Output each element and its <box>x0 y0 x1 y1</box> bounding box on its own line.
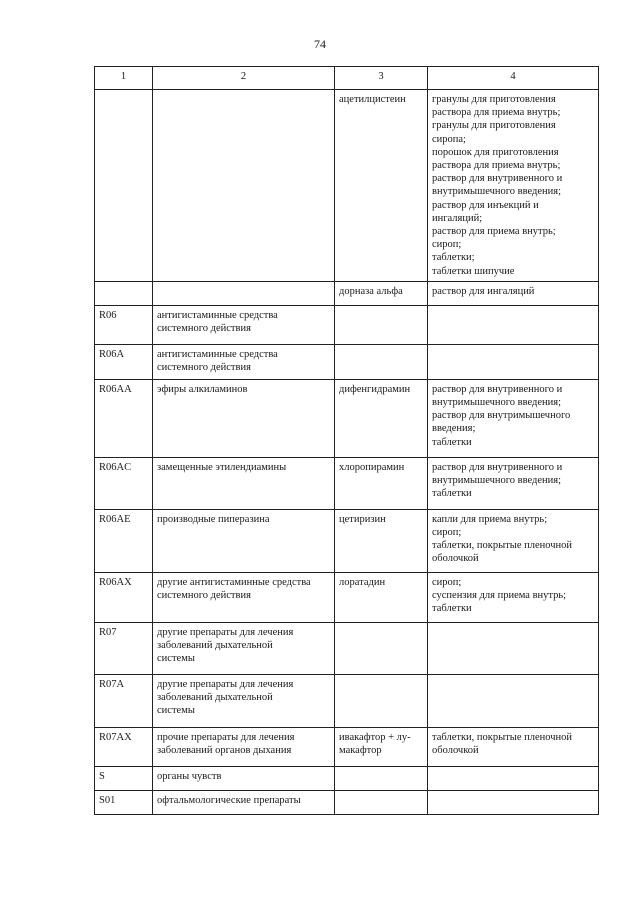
header-col-3: 3 <box>335 67 428 90</box>
atc-code: R06AE <box>95 509 153 572</box>
group-name: эфиры алкиламинов <box>153 379 335 457</box>
dosage-forms: гранулы для приготовления раствора для приема внутрь; гранулы для приготовления сиропа; порошок для приготовления раствора для приема внутрь; раствор для внутривенного и внутримышечного введения; раствор для инъекций и ингаляций; раствор для приема внутрь; сироп; таблетки; таблетки шипучие <box>428 90 599 282</box>
substance-name <box>335 674 428 727</box>
atc-code: R06AC <box>95 457 153 509</box>
substance-name <box>335 344 428 379</box>
substance-name <box>335 305 428 344</box>
substance-name: дорназа альфа <box>335 281 428 305</box>
table-row <box>95 509 599 572</box>
group-name: антигистаминные средства системного действия <box>153 344 335 379</box>
drug-table <box>94 66 599 815</box>
substance-name: ацетилцистеин <box>335 90 428 282</box>
table-header-row <box>95 67 599 90</box>
dosage-forms: раствор для внутривенного и внутримышечного введения; раствор для внутримышечного введения; таблетки <box>428 379 599 457</box>
substance-name: ивакафтор + лу- макафтор <box>335 727 428 766</box>
table-row <box>95 344 599 379</box>
substance-name: цетиризин <box>335 509 428 572</box>
group-name: другие антигистаминные средства системного действия <box>153 572 335 622</box>
dosage-forms <box>428 622 599 674</box>
header-col-4: 4 <box>428 67 599 90</box>
dosage-forms <box>428 766 599 790</box>
atc-code: S <box>95 766 153 790</box>
table-row <box>95 622 599 674</box>
table-row <box>95 457 599 509</box>
group-name <box>153 281 335 305</box>
atc-code <box>95 90 153 282</box>
substance-name <box>335 622 428 674</box>
atc-code: R07AX <box>95 727 153 766</box>
atc-code: R06 <box>95 305 153 344</box>
header-col-1: 1 <box>95 67 153 90</box>
group-name: антигистаминные средства системного действия <box>153 305 335 344</box>
atc-code: R07 <box>95 622 153 674</box>
substance-name: дифенгидрамин <box>335 379 428 457</box>
table-row <box>95 674 599 727</box>
table-row <box>95 305 599 344</box>
dosage-forms: таблетки, покрытые пленочной оболочкой <box>428 727 599 766</box>
dosage-forms: капли для приема внутрь; сироп; таблетки, покрытые пленочной оболочкой <box>428 509 599 572</box>
dosage-forms: раствор для внутривенного и внутримышечного введения; таблетки <box>428 457 599 509</box>
header-col-2: 2 <box>153 67 335 90</box>
dosage-forms: раствор для ингаляций <box>428 281 599 305</box>
group-name: другие препараты для лечения заболеваний дыхательной системы <box>153 622 335 674</box>
atc-code: R06A <box>95 344 153 379</box>
substance-name <box>335 790 428 814</box>
page-number: 74 <box>314 37 326 51</box>
group-name: офтальмологические препараты <box>153 790 335 814</box>
dosage-forms: сироп; суспензия для приема внутрь; таблетки <box>428 572 599 622</box>
group-name: производные пиперазина <box>153 509 335 572</box>
group-name: замещенные этилендиамины <box>153 457 335 509</box>
table-row <box>95 766 599 790</box>
substance-name: хлоропирамин <box>335 457 428 509</box>
group-name: другие препараты для лечения заболеваний дыхательной системы <box>153 674 335 727</box>
atc-code: S01 <box>95 790 153 814</box>
group-name: органы чувств <box>153 766 335 790</box>
table-row <box>95 572 599 622</box>
table-row <box>95 790 599 814</box>
atc-code: R07A <box>95 674 153 727</box>
table-row <box>95 379 599 457</box>
dosage-forms <box>428 305 599 344</box>
atc-code: R06AX <box>95 572 153 622</box>
dosage-forms <box>428 790 599 814</box>
dosage-forms <box>428 344 599 379</box>
table-row <box>95 281 599 305</box>
table-row <box>95 90 599 282</box>
substance-name <box>335 766 428 790</box>
atc-code <box>95 281 153 305</box>
table-row <box>95 727 599 766</box>
substance-name: лоратадин <box>335 572 428 622</box>
atc-code: R06AA <box>95 379 153 457</box>
dosage-forms <box>428 674 599 727</box>
group-name <box>153 90 335 282</box>
group-name: прочие препараты для лечения заболеваний органов дыхания <box>153 727 335 766</box>
